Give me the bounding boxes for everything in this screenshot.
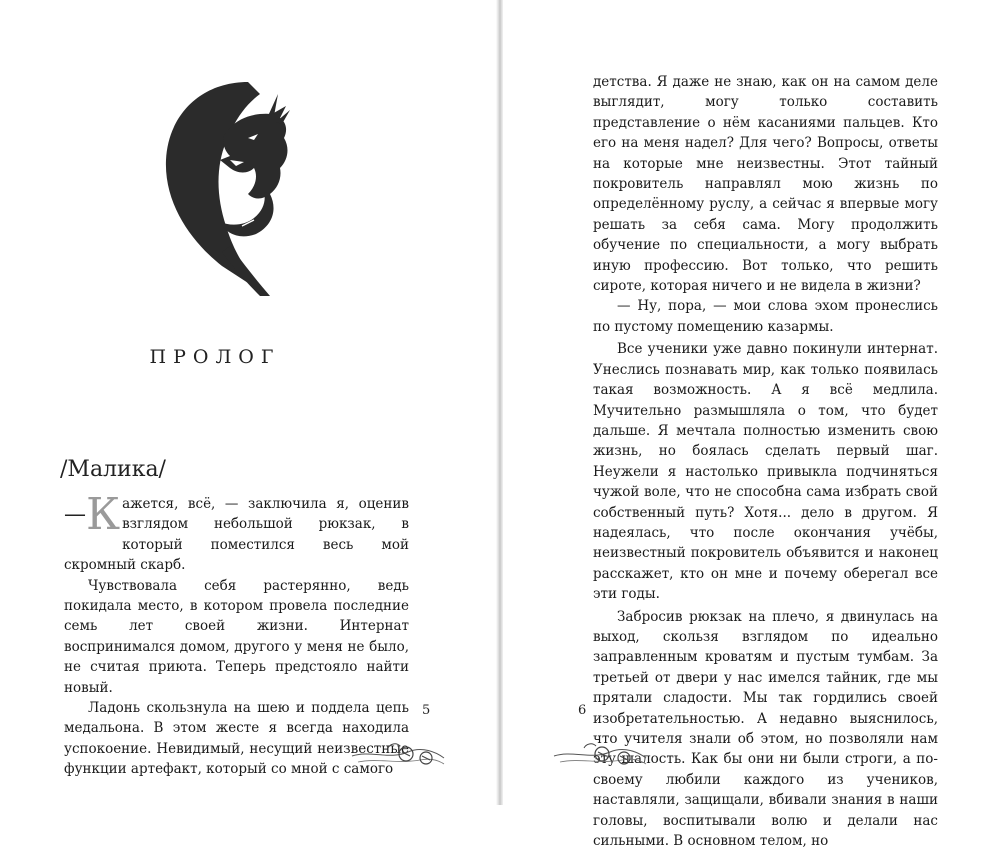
continuation-paragraph: детства. Я даже не знаю, как он на самом деле выглядит, могу только составить представление о нём касаниями пальцев. Кто его на меня надел? Для чего? Вопросы, ответы на которые мне неизвестны. Этот тайный покровитель направлял мою жизнь по определённому руслу, а сейчас я впервые могу решать за себя сама. Могу продолжить обучение по специальности, а могу выбрать иную профессию. Вот только, что решить сироте, которая ничего и не видела в жизни?: [593, 74, 938, 295]
paragraph: Все ученики уже давно покинули интернат. Унеслись познавать мир, как только появилась такая возможность. А я всё медлила. Мучительно размышляла о том, что будет дальше. Я мечтала полностью изменить свою жизнь, но боялась сделать первый шаг. Неужели я настолько привыкла подчиняться чужой воле, что не способна сама избрать свой собственный путь? Хотя... дело в другом. Я надеялась, что после окончания учёбы, неизвестный покровитель объявится и наконец расскажет, кто он мне и почему оберегал все эти годы.: [593, 341, 938, 603]
paragraph: Забросив рюкзак на плечо, я двинулась на выход, скользя взглядом по идеально заправленным кроватям и пустым тумбам. За третьей от двери у нас имелся тайник, где мы прятали сладости. Мы так гордились своей изобретательностью. А недавно выяснилось, что учителя знали об этом, но позволяли нам эту шалость. Как бы они ни были строги, а по-своему любили каждого из учеников, наставляли, защищали, вбивали знания в наши головы, воспитывали волю и делали нас сильными. В основном телом, но: [593, 608, 938, 850]
chapter-title: ПРОЛОГ: [149, 346, 281, 368]
page-number: 5: [422, 703, 431, 718]
left-page: [0, 0, 497, 805]
first-paragraph: [64, 489, 409, 576]
drop-cap-letter: К: [86, 489, 121, 540]
pov-heading: /Малика/: [60, 457, 166, 482]
footer-ornament-icon: [552, 734, 648, 774]
drop-cap: [64, 489, 121, 540]
page-number: 6: [578, 703, 587, 718]
footer-ornament-icon: [350, 734, 446, 774]
dragon-emblem-icon: [160, 76, 290, 298]
drop-cap-dash: —: [64, 502, 86, 527]
first-paragraph-text: ажется, всё, — заключила я, оценив взглядом небольшой рюкзак, в который поместился весь мой скромный скарб.: [64, 496, 409, 574]
paragraph: Чувствовала себя растерянно, ведь покидала место, в котором провела последние семь лет своей жизни. Интернат воспринимался домом, другого у меня не было, не считая приюта. Теперь предстояло найти новый.: [64, 577, 409, 696]
paragraph: — Ну, пора, — мои слова эхом пронеслись по пустому помещению казармы.: [593, 298, 938, 335]
right-page: [503, 0, 1000, 850]
paragraph: Ладонь скользнула на шею и поддела цепь медальона. В этом жесте я всегда находила успокоение. Невидимый, несущий неизвестные функции артефакт, который со мной с самого: [64, 700, 409, 778]
